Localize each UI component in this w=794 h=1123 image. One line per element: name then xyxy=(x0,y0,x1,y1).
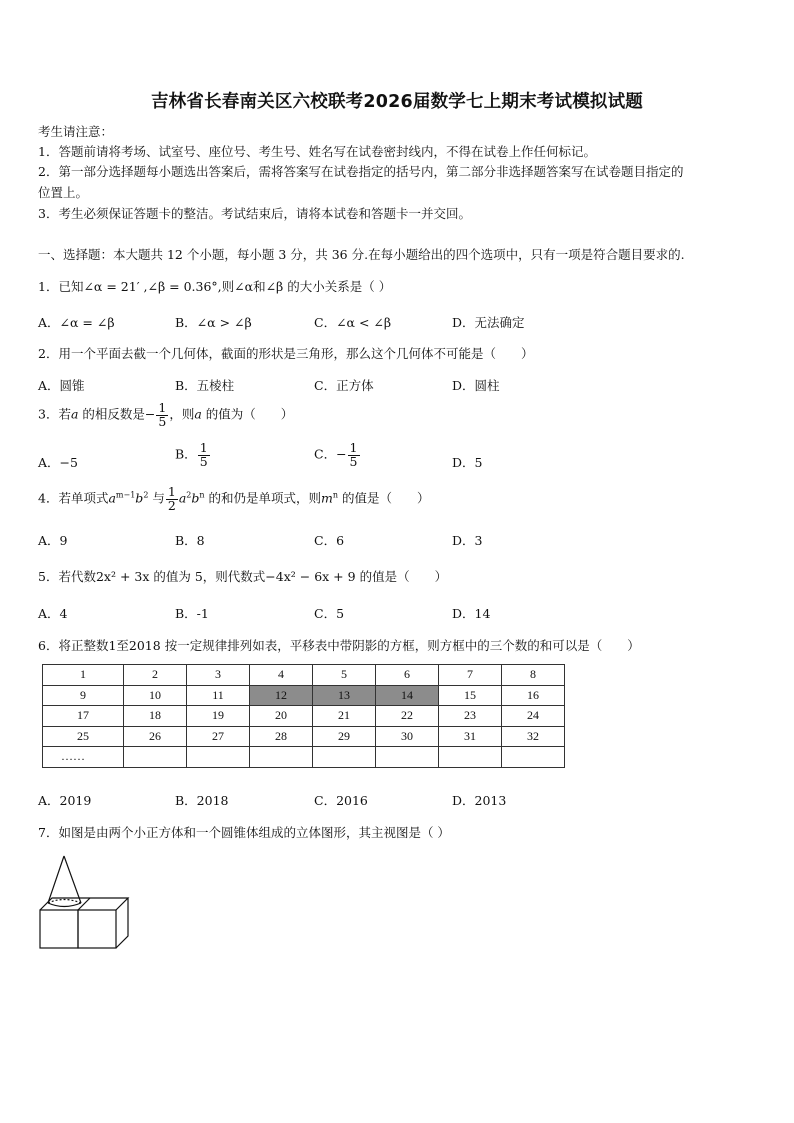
table-cell: 3 xyxy=(187,665,250,686)
q6-option-b: B．2018 xyxy=(175,793,229,808)
table-row xyxy=(43,747,565,768)
q1-option-d: D．无法确定 xyxy=(452,315,525,330)
q4-option-a: A．9 xyxy=(38,533,68,548)
q4-option-d: D．3 xyxy=(452,533,483,548)
q4-option-c: C．6 xyxy=(314,533,345,548)
table-cell: 16 xyxy=(502,685,565,706)
table-cell: 15 xyxy=(439,685,502,706)
table-cell: 20 xyxy=(250,706,313,727)
table-cell xyxy=(502,747,565,768)
table-cell: 14 xyxy=(376,685,439,706)
table-cell: 19 xyxy=(187,706,250,727)
notice-item-2-cont: 位置上。 xyxy=(38,185,89,200)
table-cell xyxy=(250,747,313,768)
q3-option-d: D．5 xyxy=(452,455,483,470)
question-6: 6．将正整数1至2018 按一定规律排列如表，平移表中带阴影的方框，则方框中的三个数的和可以是（ ） xyxy=(38,638,640,653)
question-7: 7．如图是由两个小正方体和一个圆锥体组成的立体图形，其主视图是（ ） xyxy=(38,825,450,840)
table-cell: 22 xyxy=(376,706,439,727)
table-cell: 6 xyxy=(376,665,439,686)
expression-2: −4x² − 6x + 9 xyxy=(265,569,356,584)
question-2: 2．用一个平面去截一个几何体，截面的形状是三角形，那么这个几何体不可能是（ ） xyxy=(38,346,534,361)
table-cell: …… xyxy=(43,747,124,768)
table-cell: 9 xyxy=(43,685,124,706)
q1-option-b: B．∠α > ∠β xyxy=(175,315,252,330)
q5-option-c: C．5 xyxy=(314,606,345,621)
left-cube-front xyxy=(40,910,78,948)
number-table xyxy=(42,664,565,768)
notice-item-2: 2．第一部分选择题每小题选出答案后，需将答案写在试卷指定的括号内，第二部分非选择题答案写在试卷题目指定的 xyxy=(38,164,684,179)
q5-option-a: A．4 xyxy=(38,606,68,621)
table-cell: 10 xyxy=(124,685,187,706)
q1-option-c: C．∠α < ∠β xyxy=(314,315,392,330)
table-cell: 23 xyxy=(439,706,502,727)
page-title: 吉林省长春南关区六校联考2026届数学七上期末考试模拟试题 xyxy=(150,92,643,112)
table-cell: 7 xyxy=(439,665,502,686)
table-cell xyxy=(376,747,439,768)
q6-option-a: A．2019 xyxy=(38,793,92,808)
section-heading: 一、选择题：本大题共 12 个小题，每小题 3 分，共 36 分.在每小题给出的四个选项中，只有一项是符合题目要求的. xyxy=(38,247,685,262)
solid-figure xyxy=(36,852,136,952)
table-cell: 8 xyxy=(502,665,565,686)
table-cell xyxy=(313,747,376,768)
question-5: 5．若代数2x² + 3x 的值为 5，则代数式−4x² − 6x + 9 的值是（ ） xyxy=(38,569,448,584)
q4-option-b: B．8 xyxy=(175,533,205,548)
table-row xyxy=(43,726,565,747)
notice-item-3: 3．考生必须保证答题卡的整洁。考试结束后，请将本试卷和答题卡一并交回。 xyxy=(38,206,471,221)
table-cell: 28 xyxy=(250,726,313,747)
cone-left-edge xyxy=(48,856,64,903)
table-cell xyxy=(124,747,187,768)
table-cell xyxy=(439,747,502,768)
table-cell: 31 xyxy=(439,726,502,747)
table-cell: 12 xyxy=(250,685,313,706)
q5-option-d: D．14 xyxy=(452,606,491,621)
table-cell: 30 xyxy=(376,726,439,747)
q3-option-c: C．− $\frac{1}{5}$ xyxy=(314,440,358,469)
table-cell xyxy=(187,747,250,768)
q2-option-c: C．正方体 xyxy=(314,378,374,393)
question-4: 4．若单项式$a^{m-1}b^2$ 与 $\frac{1}{2}$ $a^2b^n$ 的和仍是单项式，则$m^n$ 的值是（ ） xyxy=(38,484,430,513)
table-cell: 26 xyxy=(124,726,187,747)
fraction: $\frac{1}{5}$ xyxy=(158,400,167,429)
table-cell: 17 xyxy=(43,706,124,727)
q6-option-c: C．2016 xyxy=(314,793,368,808)
table-cell: 25 xyxy=(43,726,124,747)
table-cell: 18 xyxy=(124,706,187,727)
table-cell: 1 xyxy=(43,665,124,686)
q3-option-b: B． $\frac{1}{5}$ xyxy=(175,440,208,469)
right-cube-front xyxy=(78,910,116,948)
q5-option-b: B．-1 xyxy=(175,606,209,621)
var-a: a xyxy=(70,406,79,422)
question-1: 1．已知∠α = 21′ ,∠β = 0.36°,则∠α和∠β 的大小关系是（ ） xyxy=(38,279,392,294)
table-cell: 5 xyxy=(313,665,376,686)
table-cell: 13 xyxy=(313,685,376,706)
q2-option-a: A．圆锥 xyxy=(38,378,85,393)
table-row xyxy=(43,685,565,706)
q3-option-a: A．−5 xyxy=(38,455,78,470)
cone-right-edge xyxy=(64,856,81,903)
q2-option-b: B．五棱柱 xyxy=(175,378,235,393)
q6-option-d: D．2013 xyxy=(452,793,507,808)
expression-1: 2x² + 3x xyxy=(95,569,150,584)
table-row xyxy=(43,665,565,686)
table-cell: 4 xyxy=(250,665,313,686)
table-cell: 32 xyxy=(502,726,565,747)
notice-item-1: 1．答题前请将考场、试室号、座位号、考生号、姓名写在试卷密封线内，不得在试卷上作任何标记。 xyxy=(38,144,596,159)
notice-heading: 考生请注意： xyxy=(38,124,114,139)
q1-option-a: A．∠α = ∠β xyxy=(38,315,115,330)
table-cell: 29 xyxy=(313,726,376,747)
question-3: 3．若a 的相反数是− $\frac{1}{5}$ ，则a 的值为（ ） xyxy=(38,400,294,429)
table-cell: 2 xyxy=(124,665,187,686)
q2-option-d: D．圆柱 xyxy=(452,378,500,393)
table-cell: 24 xyxy=(502,706,565,727)
table-cell: 21 xyxy=(313,706,376,727)
table-row xyxy=(43,706,565,727)
table-cell: 27 xyxy=(187,726,250,747)
table-cell: 11 xyxy=(187,685,250,706)
